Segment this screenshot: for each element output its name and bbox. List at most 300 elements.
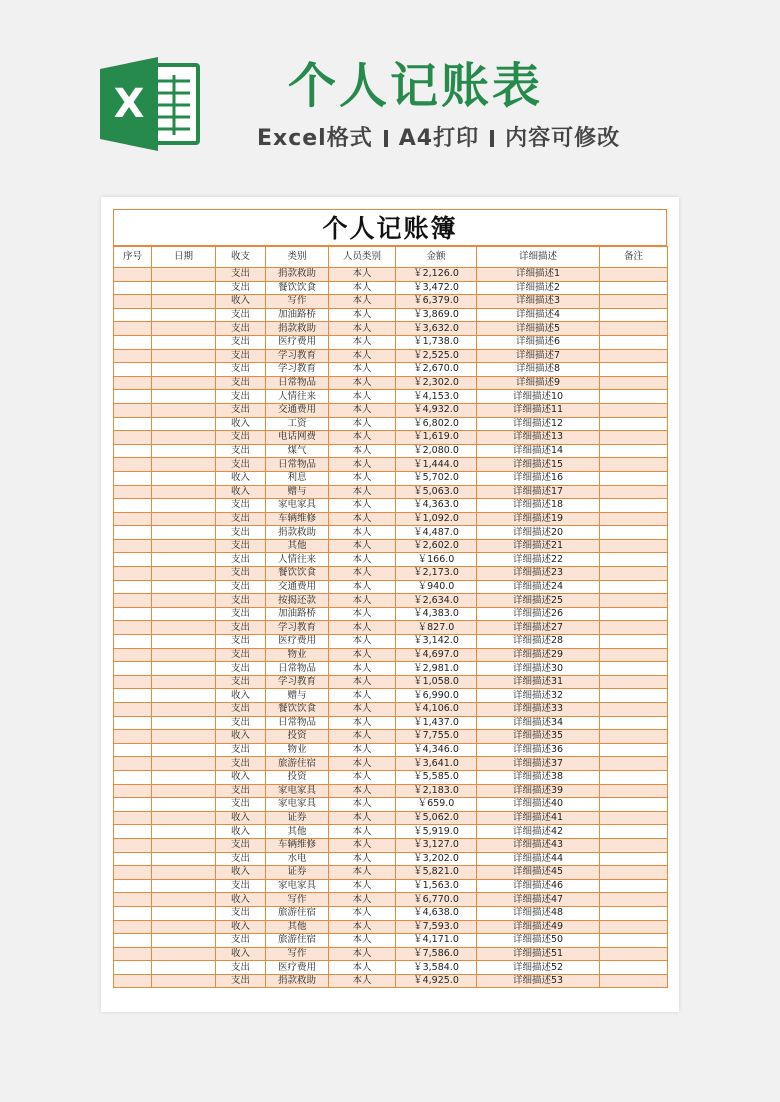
type-cell[interactable]: 支出	[216, 349, 266, 363]
description-cell[interactable]: 详细描述50	[477, 934, 600, 948]
amount-cell[interactable]: ￥166.0	[396, 553, 477, 567]
amount-cell[interactable]: ￥6,990.0	[396, 689, 477, 703]
type-cell[interactable]: 支出	[216, 281, 266, 295]
date-cell[interactable]	[152, 281, 216, 295]
date-cell[interactable]	[152, 526, 216, 540]
amount-cell[interactable]: ￥2,670.0	[396, 363, 477, 377]
description-cell[interactable]: 详细描述42	[477, 825, 600, 839]
amount-cell[interactable]: ￥6,770.0	[396, 893, 477, 907]
person-cell[interactable]: 本人	[329, 322, 396, 336]
index-cell[interactable]	[114, 811, 152, 825]
description-cell[interactable]: 详细描述35	[477, 730, 600, 744]
date-cell[interactable]	[152, 675, 216, 689]
note-cell[interactable]	[600, 716, 668, 730]
type-cell[interactable]: 收入	[216, 689, 266, 703]
category-cell[interactable]: 写作	[266, 295, 329, 309]
person-cell[interactable]: 本人	[329, 730, 396, 744]
amount-cell[interactable]: ￥4,383.0	[396, 607, 477, 621]
date-cell[interactable]	[152, 471, 216, 485]
amount-cell[interactable]: ￥2,634.0	[396, 594, 477, 608]
note-cell[interactable]	[600, 363, 668, 377]
person-cell[interactable]: 本人	[329, 703, 396, 717]
description-cell[interactable]: 详细描述44	[477, 852, 600, 866]
note-cell[interactable]	[600, 784, 668, 798]
note-cell[interactable]	[600, 594, 668, 608]
type-cell[interactable]: 支出	[216, 838, 266, 852]
type-cell[interactable]: 支出	[216, 906, 266, 920]
amount-cell[interactable]: ￥3,632.0	[396, 322, 477, 336]
date-cell[interactable]	[152, 784, 216, 798]
note-cell[interactable]	[600, 376, 668, 390]
amount-cell[interactable]: ￥7,755.0	[396, 730, 477, 744]
amount-cell[interactable]: ￥2,981.0	[396, 662, 477, 676]
type-cell[interactable]: 支出	[216, 580, 266, 594]
index-cell[interactable]	[114, 689, 152, 703]
type-cell[interactable]: 支出	[216, 607, 266, 621]
category-cell[interactable]: 医疗费用	[266, 961, 329, 975]
date-cell[interactable]	[152, 335, 216, 349]
index-cell[interactable]	[114, 961, 152, 975]
person-cell[interactable]: 本人	[329, 512, 396, 526]
amount-cell[interactable]: ￥5,063.0	[396, 485, 477, 499]
note-cell[interactable]	[600, 743, 668, 757]
amount-cell[interactable]: ￥4,106.0	[396, 703, 477, 717]
index-cell[interactable]	[114, 730, 152, 744]
type-cell[interactable]: 收入	[216, 920, 266, 934]
note-cell[interactable]	[600, 934, 668, 948]
date-cell[interactable]	[152, 689, 216, 703]
date-cell[interactable]	[152, 811, 216, 825]
note-cell[interactable]	[600, 431, 668, 445]
category-cell[interactable]: 学习教育	[266, 349, 329, 363]
index-cell[interactable]	[114, 268, 152, 282]
type-cell[interactable]: 收入	[216, 947, 266, 961]
person-cell[interactable]: 本人	[329, 471, 396, 485]
index-cell[interactable]	[114, 675, 152, 689]
note-cell[interactable]	[600, 444, 668, 458]
type-cell[interactable]: 收入	[216, 417, 266, 431]
amount-cell[interactable]: ￥7,593.0	[396, 920, 477, 934]
person-cell[interactable]: 本人	[329, 852, 396, 866]
note-cell[interactable]	[600, 417, 668, 431]
type-cell[interactable]: 收入	[216, 770, 266, 784]
amount-cell[interactable]: ￥5,062.0	[396, 811, 477, 825]
category-cell[interactable]: 投资	[266, 770, 329, 784]
person-cell[interactable]: 本人	[329, 974, 396, 988]
person-cell[interactable]: 本人	[329, 689, 396, 703]
note-cell[interactable]	[600, 757, 668, 771]
person-cell[interactable]: 本人	[329, 295, 396, 309]
index-cell[interactable]	[114, 784, 152, 798]
note-cell[interactable]	[600, 906, 668, 920]
date-cell[interactable]	[152, 974, 216, 988]
date-cell[interactable]	[152, 390, 216, 404]
date-cell[interactable]	[152, 743, 216, 757]
person-cell[interactable]: 本人	[329, 662, 396, 676]
index-cell[interactable]	[114, 770, 152, 784]
note-cell[interactable]	[600, 770, 668, 784]
type-cell[interactable]: 支出	[216, 635, 266, 649]
index-cell[interactable]	[114, 567, 152, 581]
amount-cell[interactable]: ￥3,584.0	[396, 961, 477, 975]
note-cell[interactable]	[600, 512, 668, 526]
date-cell[interactable]	[152, 703, 216, 717]
note-cell[interactable]	[600, 703, 668, 717]
person-cell[interactable]: 本人	[329, 308, 396, 322]
type-cell[interactable]: 收入	[216, 471, 266, 485]
category-cell[interactable]: 旅游住宿	[266, 934, 329, 948]
index-cell[interactable]	[114, 363, 152, 377]
type-cell[interactable]: 支出	[216, 512, 266, 526]
note-cell[interactable]	[600, 730, 668, 744]
note-cell[interactable]	[600, 403, 668, 417]
note-cell[interactable]	[600, 485, 668, 499]
type-cell[interactable]: 收入	[216, 730, 266, 744]
date-cell[interactable]	[152, 376, 216, 390]
note-cell[interactable]	[600, 621, 668, 635]
description-cell[interactable]: 详细描述28	[477, 635, 600, 649]
description-cell[interactable]: 详细描述3	[477, 295, 600, 309]
type-cell[interactable]: 支出	[216, 757, 266, 771]
date-cell[interactable]	[152, 798, 216, 812]
note-cell[interactable]	[600, 349, 668, 363]
person-cell[interactable]: 本人	[329, 866, 396, 880]
description-cell[interactable]: 详细描述48	[477, 906, 600, 920]
category-cell[interactable]: 家电家具	[266, 879, 329, 893]
person-cell[interactable]: 本人	[329, 268, 396, 282]
index-cell[interactable]	[114, 349, 152, 363]
index-cell[interactable]	[114, 281, 152, 295]
category-cell[interactable]: 车辆维修	[266, 838, 329, 852]
category-cell[interactable]: 医疗费用	[266, 335, 329, 349]
category-cell[interactable]: 日常物品	[266, 716, 329, 730]
description-cell[interactable]: 详细描述6	[477, 335, 600, 349]
note-cell[interactable]	[600, 689, 668, 703]
note-cell[interactable]	[600, 295, 668, 309]
index-cell[interactable]	[114, 580, 152, 594]
date-cell[interactable]	[152, 838, 216, 852]
index-cell[interactable]	[114, 920, 152, 934]
index-cell[interactable]	[114, 322, 152, 336]
date-cell[interactable]	[152, 757, 216, 771]
person-cell[interactable]: 本人	[329, 580, 396, 594]
index-cell[interactable]	[114, 526, 152, 540]
description-cell[interactable]: 详细描述29	[477, 648, 600, 662]
category-cell[interactable]: 捐款救助	[266, 322, 329, 336]
type-cell[interactable]: 支出	[216, 526, 266, 540]
category-cell[interactable]: 其他	[266, 920, 329, 934]
person-cell[interactable]: 本人	[329, 879, 396, 893]
person-cell[interactable]: 本人	[329, 594, 396, 608]
note-cell[interactable]	[600, 825, 668, 839]
index-cell[interactable]	[114, 621, 152, 635]
date-cell[interactable]	[152, 893, 216, 907]
index-cell[interactable]	[114, 893, 152, 907]
amount-cell[interactable]: ￥1,092.0	[396, 512, 477, 526]
type-cell[interactable]: 支出	[216, 376, 266, 390]
type-cell[interactable]: 支出	[216, 662, 266, 676]
amount-cell[interactable]: ￥4,346.0	[396, 743, 477, 757]
description-cell[interactable]: 详细描述45	[477, 866, 600, 880]
amount-cell[interactable]: ￥5,585.0	[396, 770, 477, 784]
amount-cell[interactable]: ￥4,638.0	[396, 906, 477, 920]
category-cell[interactable]: 日常物品	[266, 376, 329, 390]
category-cell[interactable]: 学习教育	[266, 675, 329, 689]
index-cell[interactable]	[114, 376, 152, 390]
category-cell[interactable]: 医疗费用	[266, 635, 329, 649]
person-cell[interactable]: 本人	[329, 431, 396, 445]
amount-cell[interactable]: ￥3,202.0	[396, 852, 477, 866]
description-cell[interactable]: 详细描述34	[477, 716, 600, 730]
type-cell[interactable]: 支出	[216, 567, 266, 581]
person-cell[interactable]: 本人	[329, 444, 396, 458]
person-cell[interactable]: 本人	[329, 947, 396, 961]
person-cell[interactable]: 本人	[329, 539, 396, 553]
note-cell[interactable]	[600, 798, 668, 812]
amount-cell[interactable]: ￥7,586.0	[396, 947, 477, 961]
person-cell[interactable]: 本人	[329, 499, 396, 513]
note-cell[interactable]	[600, 920, 668, 934]
note-cell[interactable]	[600, 974, 668, 988]
type-cell[interactable]: 支出	[216, 594, 266, 608]
description-cell[interactable]: 详细描述52	[477, 961, 600, 975]
index-cell[interactable]	[114, 838, 152, 852]
amount-cell[interactable]: ￥659.0	[396, 798, 477, 812]
index-cell[interactable]	[114, 295, 152, 309]
category-cell[interactable]: 写作	[266, 893, 329, 907]
person-cell[interactable]: 本人	[329, 485, 396, 499]
description-cell[interactable]: 详细描述11	[477, 403, 600, 417]
index-cell[interactable]	[114, 512, 152, 526]
type-cell[interactable]: 支出	[216, 308, 266, 322]
category-cell[interactable]: 加油路桥	[266, 308, 329, 322]
person-cell[interactable]: 本人	[329, 716, 396, 730]
date-cell[interactable]	[152, 268, 216, 282]
date-cell[interactable]	[152, 363, 216, 377]
category-cell[interactable]: 捐款救助	[266, 974, 329, 988]
category-cell[interactable]: 人情往来	[266, 390, 329, 404]
amount-cell[interactable]: ￥940.0	[396, 580, 477, 594]
amount-cell[interactable]: ￥2,080.0	[396, 444, 477, 458]
category-cell[interactable]: 工资	[266, 417, 329, 431]
description-cell[interactable]: 详细描述14	[477, 444, 600, 458]
date-cell[interactable]	[152, 906, 216, 920]
amount-cell[interactable]: ￥3,472.0	[396, 281, 477, 295]
index-cell[interactable]	[114, 974, 152, 988]
index-cell[interactable]	[114, 458, 152, 472]
note-cell[interactable]	[600, 961, 668, 975]
description-cell[interactable]: 详细描述18	[477, 499, 600, 513]
person-cell[interactable]: 本人	[329, 920, 396, 934]
index-cell[interactable]	[114, 471, 152, 485]
category-cell[interactable]: 家电家具	[266, 784, 329, 798]
amount-cell[interactable]: ￥4,487.0	[396, 526, 477, 540]
amount-cell[interactable]: ￥5,919.0	[396, 825, 477, 839]
amount-cell[interactable]: ￥1,619.0	[396, 431, 477, 445]
person-cell[interactable]: 本人	[329, 526, 396, 540]
category-cell[interactable]: 加油路桥	[266, 607, 329, 621]
note-cell[interactable]	[600, 648, 668, 662]
date-cell[interactable]	[152, 458, 216, 472]
type-cell[interactable]: 收入	[216, 866, 266, 880]
amount-cell[interactable]: ￥4,171.0	[396, 934, 477, 948]
description-cell[interactable]: 详细描述24	[477, 580, 600, 594]
date-cell[interactable]	[152, 295, 216, 309]
category-cell[interactable]: 利息	[266, 471, 329, 485]
amount-cell[interactable]: ￥3,127.0	[396, 838, 477, 852]
category-cell[interactable]: 物业	[266, 648, 329, 662]
type-cell[interactable]: 支出	[216, 539, 266, 553]
type-cell[interactable]: 支出	[216, 621, 266, 635]
date-cell[interactable]	[152, 648, 216, 662]
index-cell[interactable]	[114, 879, 152, 893]
category-cell[interactable]: 电话网费	[266, 431, 329, 445]
category-cell[interactable]: 证券	[266, 811, 329, 825]
category-cell[interactable]: 旅游住宿	[266, 906, 329, 920]
description-cell[interactable]: 详细描述43	[477, 838, 600, 852]
description-cell[interactable]: 详细描述33	[477, 703, 600, 717]
person-cell[interactable]: 本人	[329, 838, 396, 852]
amount-cell[interactable]: ￥4,153.0	[396, 390, 477, 404]
note-cell[interactable]	[600, 607, 668, 621]
type-cell[interactable]: 支出	[216, 743, 266, 757]
date-cell[interactable]	[152, 308, 216, 322]
type-cell[interactable]: 支出	[216, 268, 266, 282]
amount-cell[interactable]: ￥4,697.0	[396, 648, 477, 662]
description-cell[interactable]: 详细描述46	[477, 879, 600, 893]
date-cell[interactable]	[152, 662, 216, 676]
note-cell[interactable]	[600, 675, 668, 689]
person-cell[interactable]: 本人	[329, 906, 396, 920]
category-cell[interactable]: 学习教育	[266, 363, 329, 377]
date-cell[interactable]	[152, 947, 216, 961]
person-cell[interactable]: 本人	[329, 743, 396, 757]
index-cell[interactable]	[114, 308, 152, 322]
date-cell[interactable]	[152, 580, 216, 594]
note-cell[interactable]	[600, 322, 668, 336]
category-cell[interactable]: 旅游住宿	[266, 757, 329, 771]
note-cell[interactable]	[600, 893, 668, 907]
category-cell[interactable]: 赠与	[266, 689, 329, 703]
index-cell[interactable]	[114, 417, 152, 431]
type-cell[interactable]: 支出	[216, 798, 266, 812]
type-cell[interactable]: 支出	[216, 322, 266, 336]
date-cell[interactable]	[152, 594, 216, 608]
type-cell[interactable]: 收入	[216, 485, 266, 499]
description-cell[interactable]: 详细描述2	[477, 281, 600, 295]
amount-cell[interactable]: ￥2,302.0	[396, 376, 477, 390]
description-cell[interactable]: 详细描述8	[477, 363, 600, 377]
description-cell[interactable]: 详细描述51	[477, 947, 600, 961]
amount-cell[interactable]: ￥1,437.0	[396, 716, 477, 730]
type-cell[interactable]: 支出	[216, 458, 266, 472]
note-cell[interactable]	[600, 390, 668, 404]
date-cell[interactable]	[152, 417, 216, 431]
date-cell[interactable]	[152, 553, 216, 567]
description-cell[interactable]: 详细描述36	[477, 743, 600, 757]
description-cell[interactable]: 详细描述20	[477, 526, 600, 540]
person-cell[interactable]: 本人	[329, 403, 396, 417]
person-cell[interactable]: 本人	[329, 784, 396, 798]
type-cell[interactable]: 支出	[216, 553, 266, 567]
type-cell[interactable]: 支出	[216, 703, 266, 717]
index-cell[interactable]	[114, 335, 152, 349]
date-cell[interactable]	[152, 607, 216, 621]
amount-cell[interactable]: ￥5,702.0	[396, 471, 477, 485]
amount-cell[interactable]: ￥6,379.0	[396, 295, 477, 309]
amount-cell[interactable]: ￥2,602.0	[396, 539, 477, 553]
description-cell[interactable]: 详细描述53	[477, 974, 600, 988]
person-cell[interactable]: 本人	[329, 607, 396, 621]
date-cell[interactable]	[152, 825, 216, 839]
category-cell[interactable]: 证券	[266, 866, 329, 880]
description-cell[interactable]: 详细描述31	[477, 675, 600, 689]
date-cell[interactable]	[152, 485, 216, 499]
date-cell[interactable]	[152, 567, 216, 581]
description-cell[interactable]: 详细描述5	[477, 322, 600, 336]
description-cell[interactable]: 详细描述21	[477, 539, 600, 553]
category-cell[interactable]: 其他	[266, 539, 329, 553]
index-cell[interactable]	[114, 743, 152, 757]
date-cell[interactable]	[152, 349, 216, 363]
note-cell[interactable]	[600, 811, 668, 825]
amount-cell[interactable]: ￥3,142.0	[396, 635, 477, 649]
person-cell[interactable]: 本人	[329, 635, 396, 649]
date-cell[interactable]	[152, 934, 216, 948]
index-cell[interactable]	[114, 499, 152, 513]
date-cell[interactable]	[152, 920, 216, 934]
description-cell[interactable]: 详细描述22	[477, 553, 600, 567]
type-cell[interactable]: 支出	[216, 390, 266, 404]
index-cell[interactable]	[114, 539, 152, 553]
description-cell[interactable]: 详细描述23	[477, 567, 600, 581]
description-cell[interactable]: 详细描述25	[477, 594, 600, 608]
date-cell[interactable]	[152, 539, 216, 553]
date-cell[interactable]	[152, 866, 216, 880]
index-cell[interactable]	[114, 594, 152, 608]
type-cell[interactable]: 收入	[216, 811, 266, 825]
date-cell[interactable]	[152, 403, 216, 417]
amount-cell[interactable]: ￥3,869.0	[396, 308, 477, 322]
description-cell[interactable]: 详细描述4	[477, 308, 600, 322]
category-cell[interactable]: 捐款救助	[266, 526, 329, 540]
date-cell[interactable]	[152, 961, 216, 975]
note-cell[interactable]	[600, 662, 668, 676]
amount-cell[interactable]: ￥1,563.0	[396, 879, 477, 893]
type-cell[interactable]: 支出	[216, 335, 266, 349]
index-cell[interactable]	[114, 648, 152, 662]
date-cell[interactable]	[152, 512, 216, 526]
note-cell[interactable]	[600, 526, 668, 540]
person-cell[interactable]: 本人	[329, 376, 396, 390]
note-cell[interactable]	[600, 281, 668, 295]
category-cell[interactable]: 水电	[266, 852, 329, 866]
description-cell[interactable]: 详细描述40	[477, 798, 600, 812]
type-cell[interactable]: 支出	[216, 879, 266, 893]
description-cell[interactable]: 详细描述32	[477, 689, 600, 703]
amount-cell[interactable]: ￥1,444.0	[396, 458, 477, 472]
index-cell[interactable]	[114, 703, 152, 717]
category-cell[interactable]: 投资	[266, 730, 329, 744]
type-cell[interactable]: 收入	[216, 893, 266, 907]
note-cell[interactable]	[600, 539, 668, 553]
amount-cell[interactable]: ￥4,363.0	[396, 499, 477, 513]
description-cell[interactable]: 详细描述38	[477, 770, 600, 784]
note-cell[interactable]	[600, 458, 668, 472]
amount-cell[interactable]: ￥5,821.0	[396, 866, 477, 880]
category-cell[interactable]: 捐款救助	[266, 268, 329, 282]
person-cell[interactable]: 本人	[329, 757, 396, 771]
